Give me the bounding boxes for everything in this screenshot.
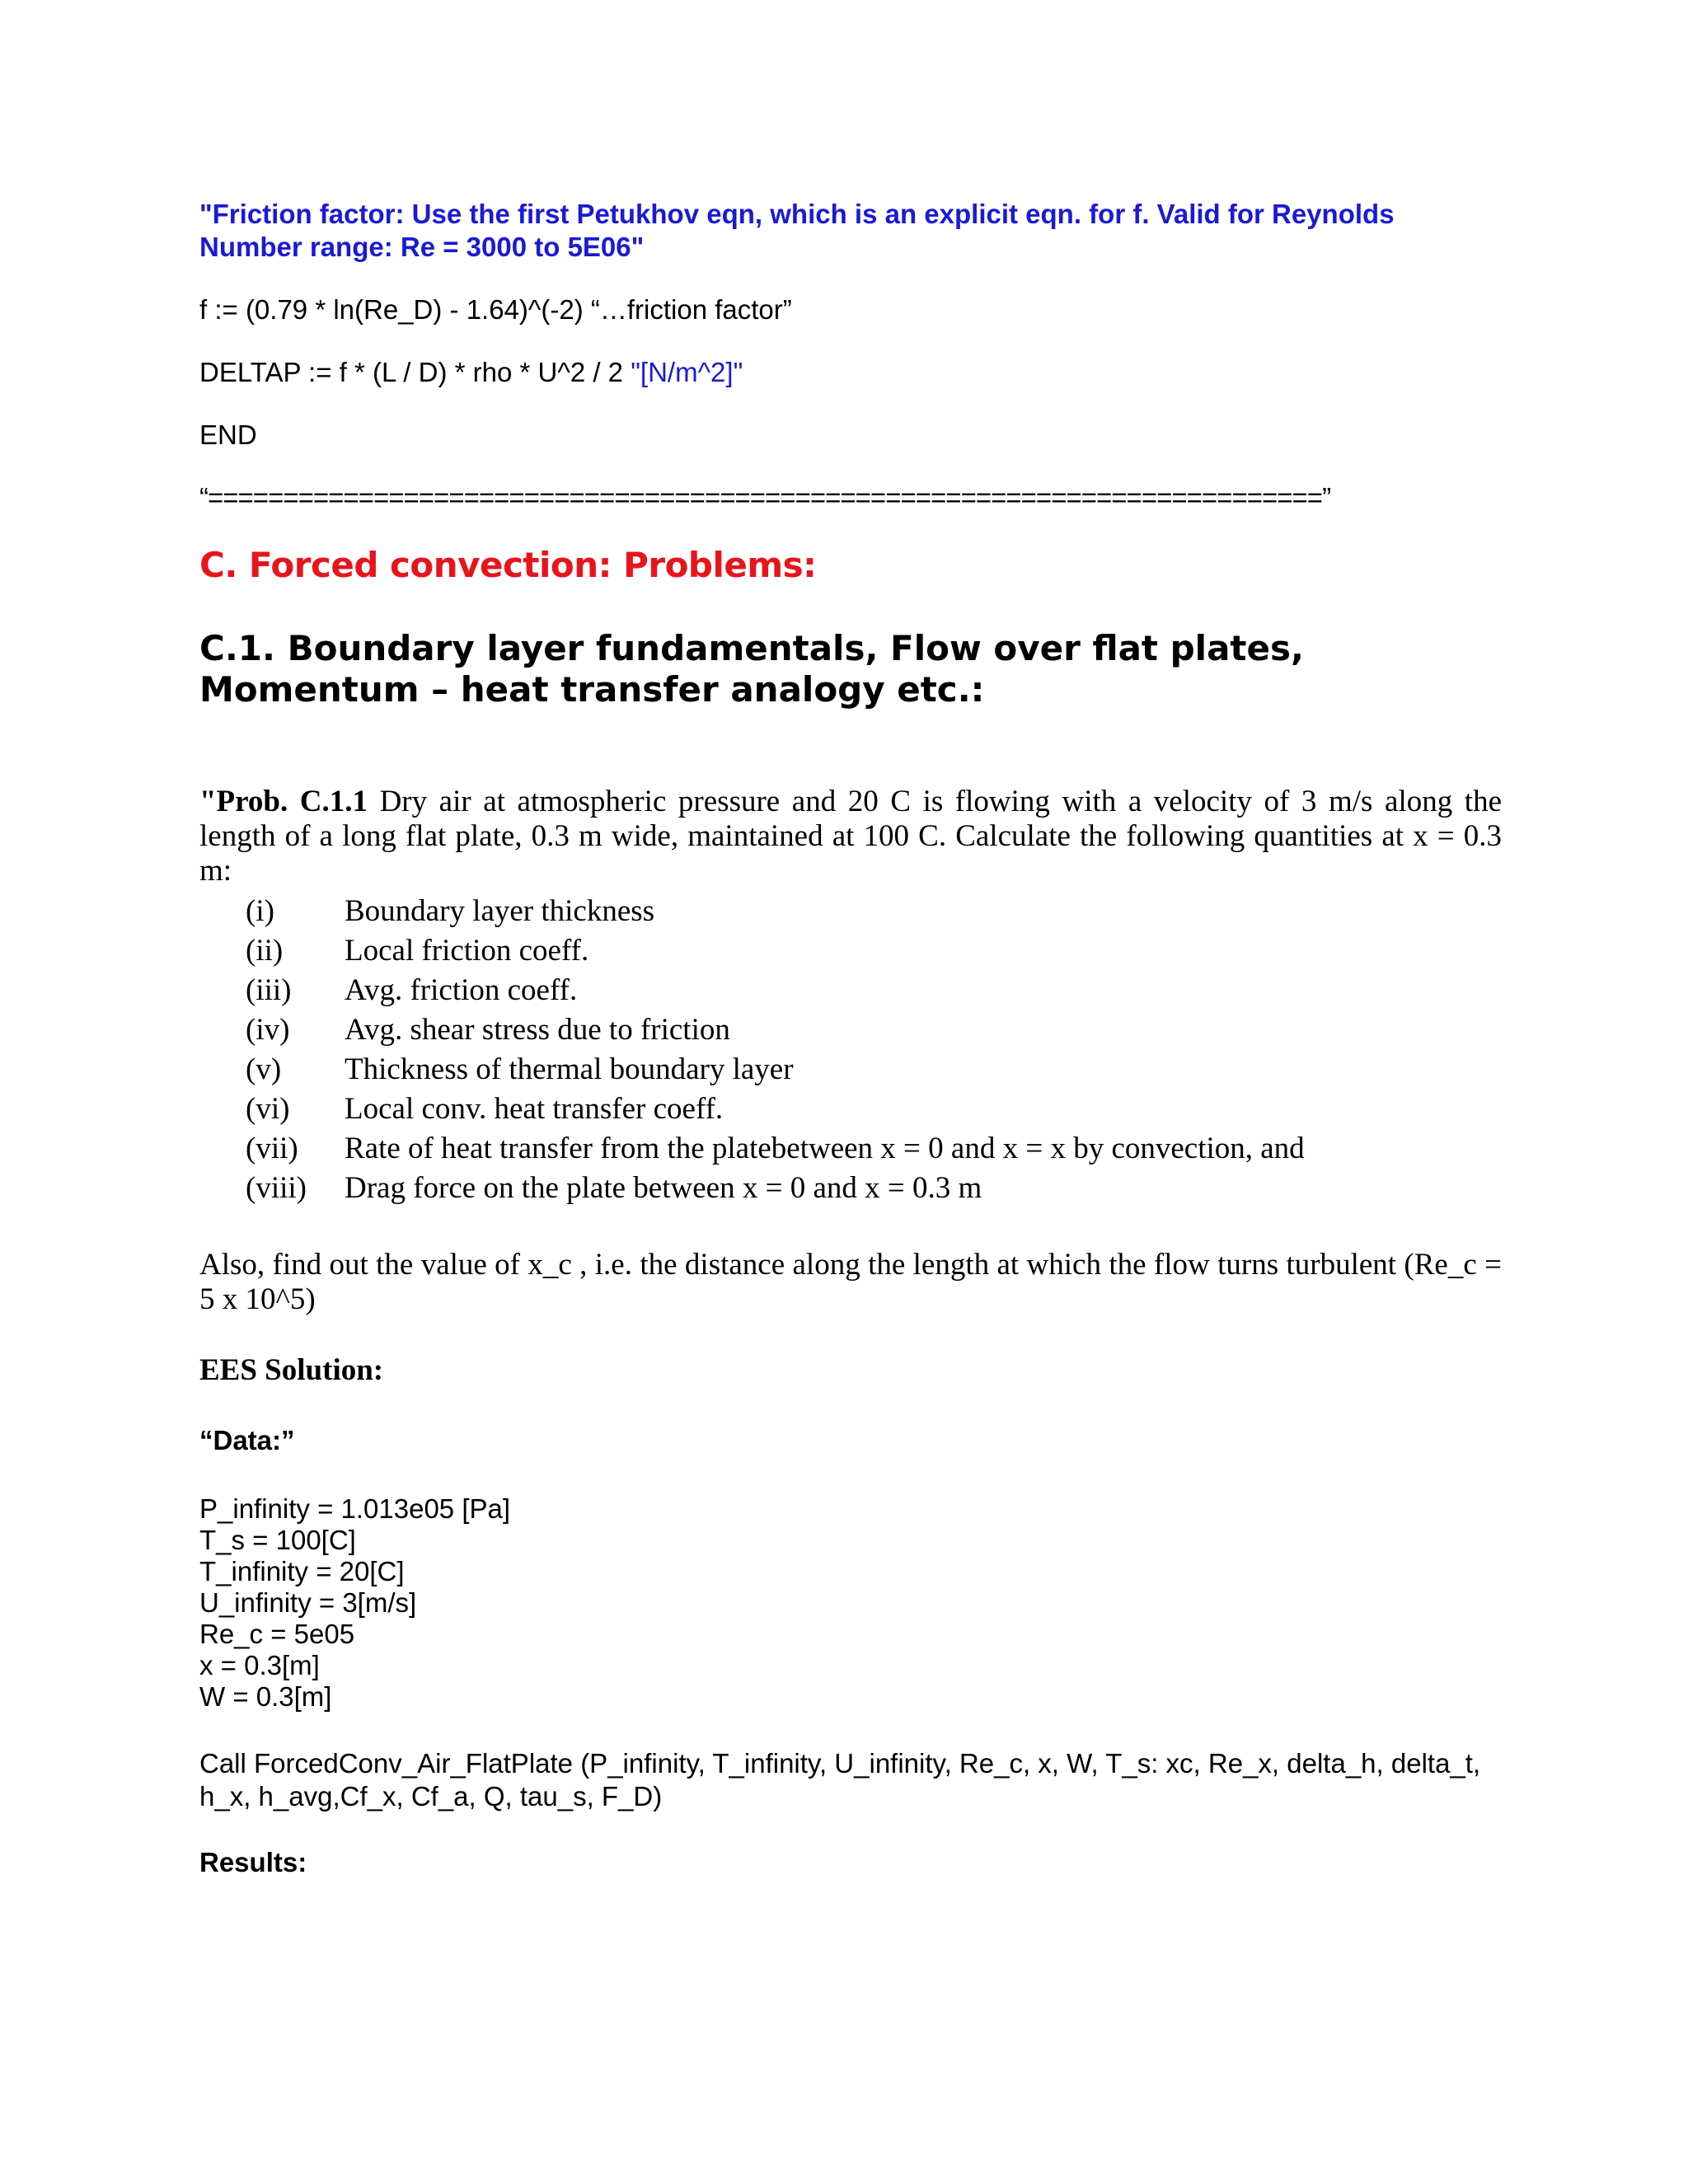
item-text: Drag force on the plate between x = 0 and x = 0.3 m bbox=[345, 1171, 982, 1205]
problem-items-list bbox=[199, 892, 1502, 1208]
list-item bbox=[199, 1010, 1502, 1050]
item-number: (viii) bbox=[246, 1171, 307, 1205]
data-line: T_s = 100[C] bbox=[199, 1525, 356, 1555]
item-text: Thickness of thermal boundary layer bbox=[345, 1052, 794, 1086]
solution-heading: EES Solution: bbox=[199, 1353, 384, 1387]
pressure-drop-unit: "[N/m^2]" bbox=[631, 357, 743, 387]
item-text: Avg. shear stress due to friction bbox=[345, 1013, 730, 1047]
item-number: (iv) bbox=[246, 1013, 290, 1047]
procedure-call: Call ForcedConv_Air_FlatPlate (P_infinity, T_infinity, U_infinity, Re_c, x, W, T_s: xc, Re_x, delta_h, delta_t, h_x, h_avg,Cf_x, Cf_a, Q, tau_s, F_D) bbox=[199, 1748, 1481, 1811]
section-title: C. Forced convection: Problems: bbox=[199, 545, 817, 585]
list-item bbox=[199, 892, 1502, 931]
problem-statement bbox=[199, 785, 1502, 888]
item-number: (iii) bbox=[246, 973, 292, 1007]
list-item bbox=[199, 1169, 1502, 1208]
friction-factor-comment: "Friction factor: Use the first Petukhov eqn, which is an explicit eqn. for f. Valid for Reynolds Number range: Re = 3000 to 5E06" bbox=[199, 199, 1395, 262]
data-block bbox=[199, 1493, 1502, 1713]
list-item bbox=[199, 1050, 1502, 1090]
item-number: (vii) bbox=[246, 1132, 298, 1165]
item-number: (vi) bbox=[246, 1092, 290, 1126]
item-text: Boundary layer thickness bbox=[345, 894, 655, 928]
friction-factor-equation: f := (0.79 * ln(Re_D) - 1.64)^(-2) “…friction factor” bbox=[199, 294, 792, 325]
data-line: Re_c = 5e05 bbox=[199, 1619, 355, 1649]
item-text: Rate of heat transfer from the platebetween x = 0 and x = x by convection, and bbox=[345, 1132, 1305, 1165]
page-content bbox=[199, 198, 1502, 1879]
data-label: “Data:” bbox=[199, 1425, 295, 1455]
problem-text: Dry air at atmospheric pressure and 20 C is flowing with a velocity of 3 m/s along the length of a long flat plate, 0.3 m wide, maintained at 100 C. Calculate the following quantities at x = 0.3 m: bbox=[199, 785, 1502, 888]
data-line: U_infinity = 3[m/s] bbox=[199, 1587, 417, 1618]
list-item bbox=[199, 971, 1502, 1010]
problem-label: "Prob. C.1.1 bbox=[199, 785, 368, 818]
item-number: (v) bbox=[246, 1052, 282, 1086]
item-text: Avg. friction coeff. bbox=[345, 973, 578, 1007]
list-item bbox=[199, 1129, 1502, 1169]
pressure-drop-equation bbox=[199, 356, 1502, 389]
data-line: T_infinity = 20[C] bbox=[199, 1556, 405, 1586]
item-text: Local friction coeff. bbox=[345, 934, 589, 968]
end-keyword: END bbox=[199, 419, 257, 450]
data-line: P_infinity = 1.013e05 [Pa] bbox=[199, 1493, 511, 1524]
list-item bbox=[199, 1090, 1502, 1129]
list-item bbox=[199, 931, 1502, 971]
item-number: (ii) bbox=[246, 934, 284, 968]
results-label: Results: bbox=[199, 1847, 307, 1877]
section-subtitle: C.1. Boundary layer fundamentals, Flow over flat plates, Momentum – heat transfer analogy etc.: bbox=[199, 628, 1304, 710]
divider-line: “==========================================================================” bbox=[199, 482, 1331, 513]
data-line: x = 0.3[m] bbox=[199, 1650, 320, 1680]
data-line: W = 0.3[m] bbox=[199, 1681, 332, 1712]
problem-additional: Also, find out the value of x_c , i.e. the distance along the length at which the flow turns turbulent (Re_c = 5 x 10^5) bbox=[199, 1248, 1502, 1316]
item-text: Local conv. heat transfer coeff. bbox=[345, 1092, 724, 1126]
item-number: (i) bbox=[246, 894, 274, 928]
pressure-drop-code: DELTAP := f * (L / D) * rho * U^2 / 2 bbox=[199, 357, 631, 387]
